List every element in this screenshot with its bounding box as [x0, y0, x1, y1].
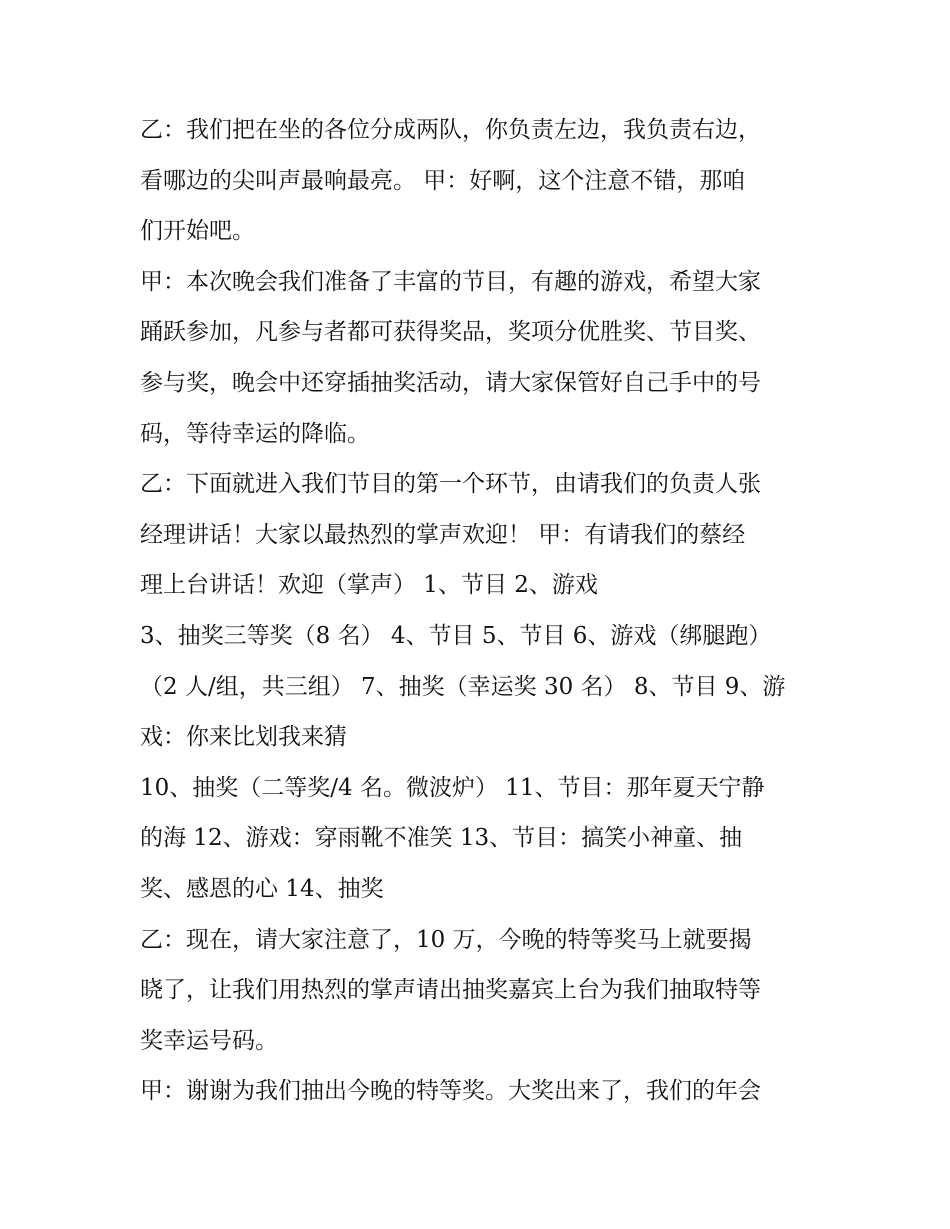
text-line: 奖、感恩的心 14、抽奖	[140, 875, 384, 902]
text-line: 乙：下面就进入我们节目的第一个环节，由请我们的负责人张	[140, 471, 761, 498]
text-line: 奖幸运号码。	[140, 1027, 278, 1054]
text-line: 乙：我们把在坐的各位分成两队，你负责左边，我负责右边，	[140, 117, 761, 143]
text-line: 的海 12、游戏：穿雨靴不准笑 13、节目：搞笑小神童、抽	[140, 825, 743, 852]
text-line: 10、抽奖（二等奖/4 名。微波炉） 11、节目：那年夏天宁静	[140, 774, 765, 801]
text-line: 参与奖，晚会中还穿插抽奖活动，请大家保管好自己手中的号	[140, 369, 761, 396]
text-line: 理上台讲话！欢迎（掌声） 1、节目 2、游戏	[140, 572, 598, 599]
text-line: 经理讲话！大家以最热烈的掌声欢迎！ 甲：有请我们的蔡经	[140, 521, 746, 548]
text-line: 码，等待幸运的降临。	[140, 420, 370, 447]
text-line: 甲：谢谢为我们抽出今晚的特等奖。大奖出来了，我们的年会	[140, 1078, 761, 1105]
text-line: 晓了，让我们用热烈的掌声请出抽奖嘉宾上台为我们抽取特等	[140, 977, 761, 1004]
text-line: 戏：你来比划我来猜	[140, 724, 347, 751]
text-line: 踊跃参加，凡参与者都可获得奖品，奖项分优胜奖、节目奖、	[140, 319, 761, 346]
text-line: 乙：现在，请大家注意了，10 万，今晚的特等奖马上就要揭	[140, 926, 752, 953]
text-line: 看哪边的尖叫声最响最亮。 甲：好啊，这个注意不错，那咱	[140, 167, 746, 194]
text-line: （2 人/组，共三组） 7、抽奖（幸运奖 30 名） 8、节目 9、游	[140, 673, 786, 700]
document-page	[140, 105, 830, 1117]
text-line: 甲：本次晚会我们准备了丰富的节目，有趣的游戏，希望大家	[140, 268, 761, 295]
text-line: 3、抽奖三等奖（8 名） 4、节目 5、节目 6、游戏（绑腿跑）	[140, 622, 772, 649]
text-line: 们开始吧。	[140, 218, 255, 245]
